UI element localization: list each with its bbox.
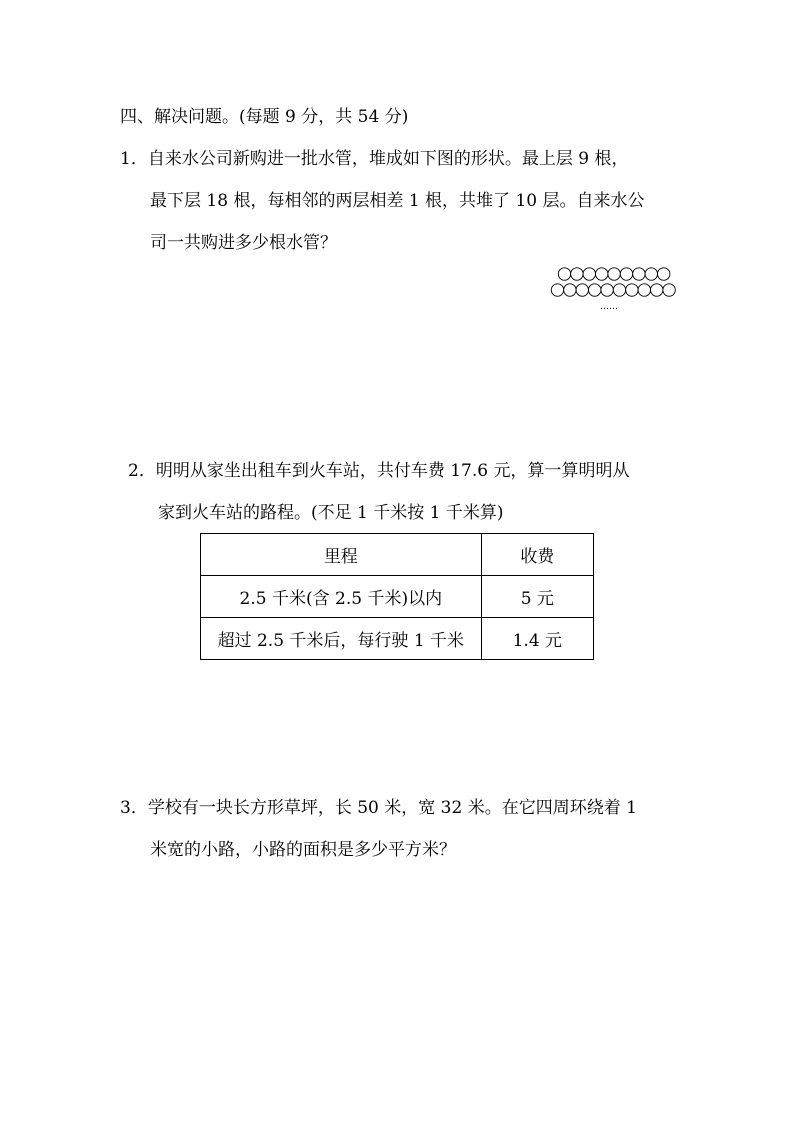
fare-table-cell: 超过 2.5 千米后，每行驶 1 千米 [201, 618, 482, 660]
pipe-circle [663, 284, 675, 296]
fare-table-header-distance: 里程 [201, 534, 482, 576]
pipe-circle [645, 268, 657, 280]
question-3-text-line-2: 米宽的小路，小路的面积是多少平方米？ [150, 840, 456, 860]
question-3-text-line-1: 3．学校有一块长方形草坪，长 50 米，宽 32 米。在它四周环绕着 1 [120, 798, 637, 818]
pipe-row-top [558, 268, 670, 280]
question-2-text-line-1: 2．明明从家坐出租车到火车站，共付车费 17.6 元，算一算明明从 [128, 461, 630, 481]
pipe-circle [583, 268, 595, 280]
pipe-circle [596, 268, 608, 280]
fare-table-header-row [201, 534, 594, 576]
pipe-circle [576, 284, 588, 296]
pipe-circle [638, 284, 650, 296]
pipe-circle [608, 268, 620, 280]
question-1-text-line-1: 1．自来水公司新购进一批水管，堆成如下图的形状。最上层 9 根， [120, 149, 629, 169]
taxi-fare-table [200, 533, 594, 660]
pipe-row-second [551, 284, 675, 296]
question-1-text-line-2: 最下层 18 根，每相邻的两层相差 1 根，共堆了 10 层。自来水公 [150, 191, 645, 211]
fare-table-header-fee: 收费 [481, 534, 593, 576]
pipe-circle [613, 284, 625, 296]
fare-table-cell: 1.4 元 [481, 618, 593, 660]
pipe-circle [589, 284, 601, 296]
pipe-circle [558, 268, 570, 280]
pipe-circle [633, 268, 645, 280]
section-title: 四、解决问题。(每题 9 分，共 54 分) [120, 107, 409, 127]
fare-table-cell: 5 元 [481, 576, 593, 618]
pipe-circle [564, 284, 576, 296]
pipe-stack-figure [545, 264, 677, 314]
pipe-circle [571, 268, 583, 280]
question-2-text-line-2: 家到火车站的路程。(不足 1 千米按 1 千米算) [158, 503, 504, 523]
pipe-circle [626, 284, 638, 296]
pipe-circle [551, 284, 563, 296]
question-1-text-line-3: 司一共购进多少根水管？ [150, 233, 337, 253]
fare-table-cell: 2.5 千米(含 2.5 千米)以内 [201, 576, 482, 618]
pipe-circle [601, 284, 613, 296]
pipe-circle [658, 268, 670, 280]
pipe-circle [651, 284, 663, 296]
fare-table-row [201, 618, 594, 660]
pipe-circle [620, 268, 632, 280]
pipe-stack-ellipsis: …… [600, 302, 618, 312]
fare-table-row [201, 576, 594, 618]
